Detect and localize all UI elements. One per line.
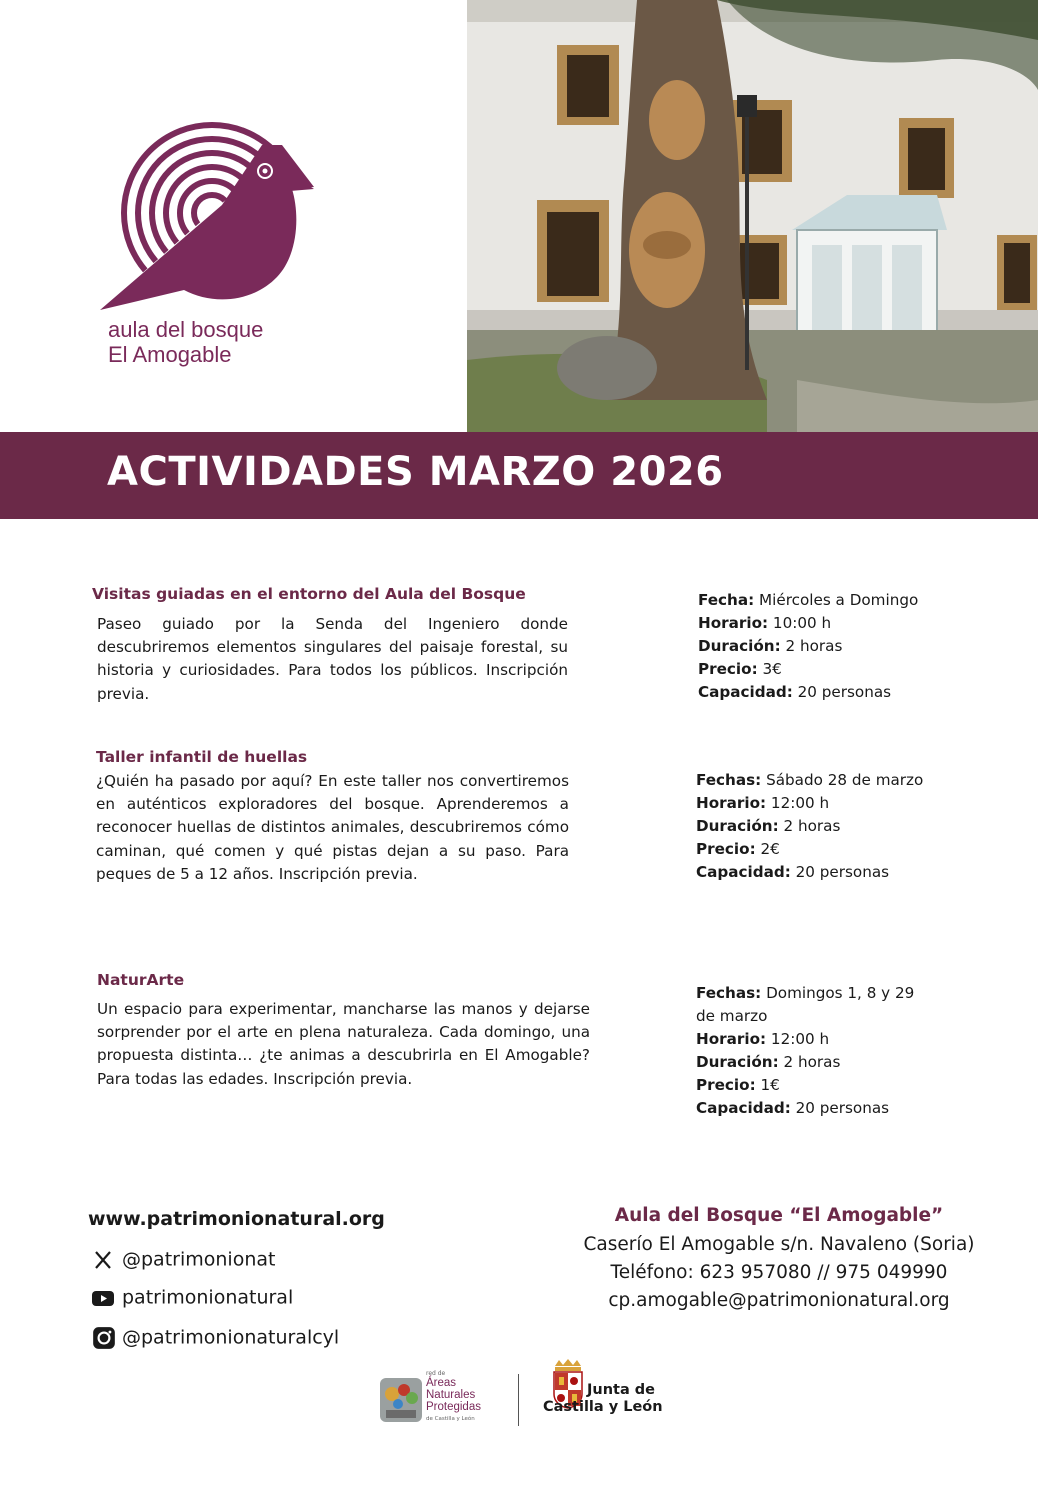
detail-line: Capacidad: 20 personas bbox=[696, 863, 890, 881]
contact-title: Aula del Bosque “El Amogable” bbox=[614, 1205, 944, 1226]
activity-3-title: NaturArte bbox=[97, 971, 185, 989]
logo-line-1: aula del bosque bbox=[108, 317, 264, 342]
building-with-carved-tree-image bbox=[467, 0, 1038, 432]
red-line-1: Áreas bbox=[426, 1377, 457, 1389]
social-x-handle: @patrimonionat bbox=[122, 1248, 276, 1271]
building-photo bbox=[467, 0, 1038, 432]
activity-2-title: Taller infantil de huellas bbox=[96, 748, 308, 766]
activity-1-description: Paseo guiado por la Senda del Ingeniero donde descubriremos elementos singulares del paisaje forestal, su historia y curiosidades. Para todos los públicos. Inscripción previa. bbox=[97, 615, 568, 703]
junta-line-2: Castilla y León bbox=[543, 1399, 663, 1415]
logo-divider bbox=[518, 1374, 519, 1426]
activity-2-description: ¿Quién ha pasado por aquí? En este taller nos convertiremos en auténticos exploradores del bosque. Aprenderemos a reconocer huellas de distintos animales, descubriremos cómo caminan, qué comen y qué pistas dejan a su paso. Para peques de 5 a 12 años. Inscripción previa. bbox=[96, 772, 569, 883]
activity-2-details bbox=[696, 769, 996, 884]
page-title: ACTIVIDADES MARZO 2026 bbox=[107, 449, 724, 495]
contact-phone[interactable]: Teléfono: 623 957080 // 975 049990 bbox=[610, 1262, 948, 1283]
detail-line: Capacidad: 20 personas bbox=[696, 1099, 890, 1117]
activity-3-description: Un espacio para experimentar, mancharse las manos y dejarse sorprender por el arte en plena naturaleza. Cada domingo, una propuesta distinta… ¿te animas a descubrirla en El Amogable? Para todas las edades. Inscripción previa. bbox=[97, 1000, 590, 1088]
junta-line-1: Junta de bbox=[587, 1382, 656, 1398]
detail-line: Precio: 2€ bbox=[696, 840, 780, 858]
youtube-icon bbox=[90, 1286, 116, 1310]
instagram-icon bbox=[90, 1325, 118, 1351]
detail-line: Fecha: Miércoles a Domingo bbox=[698, 591, 919, 609]
red-line-3: Protegidas bbox=[426, 1401, 481, 1413]
detail-line: Horario: 10:00 h bbox=[698, 614, 832, 632]
social-instagram[interactable] bbox=[90, 1325, 339, 1351]
detail-line: Fechas: Domingos 1, 8 y 29 de marzo bbox=[696, 984, 915, 1025]
social-instagram-handle: @patrimonionaturalcyl bbox=[122, 1326, 340, 1349]
detail-line: Fechas: Sábado 28 de marzo bbox=[696, 771, 924, 789]
red-areas-naturales-icon bbox=[378, 1372, 424, 1426]
logo-line-2: El Amogable bbox=[108, 342, 232, 367]
social-x[interactable] bbox=[90, 1248, 275, 1272]
detail-line: Capacidad: 20 personas bbox=[698, 683, 892, 701]
red-small-label-2: de Castilla y León bbox=[426, 1416, 475, 1422]
red-areas-naturales-logo bbox=[378, 1370, 528, 1428]
detail-line: Precio: 1€ bbox=[696, 1076, 780, 1094]
activity-1-title: Visitas guiadas en el entorno del Aula del Bosque bbox=[92, 585, 526, 603]
social-youtube[interactable] bbox=[90, 1286, 293, 1310]
detail-line: Duración: 2 horas bbox=[696, 1053, 841, 1071]
detail-line: Horario: 12:00 h bbox=[696, 794, 830, 812]
contact-email[interactable]: cp.amogable@patrimonionatural.org bbox=[608, 1290, 950, 1311]
detail-line: Precio: 3€ bbox=[698, 660, 782, 678]
red-line-2: Naturales bbox=[426, 1389, 476, 1401]
website-link[interactable]: www.patrimonionatural.org bbox=[88, 1208, 385, 1230]
detail-line: Duración: 2 horas bbox=[698, 637, 843, 655]
detail-line: Horario: 12:00 h bbox=[696, 1030, 830, 1048]
junta-castilla-leon-logo bbox=[543, 1358, 673, 1430]
red-small-label: red de bbox=[426, 1370, 446, 1377]
x-icon bbox=[90, 1248, 116, 1272]
activity-1-details bbox=[698, 589, 998, 704]
detail-line: Duración: 2 horas bbox=[696, 817, 841, 835]
red-title bbox=[426, 1377, 481, 1413]
contact-address: Caserío El Amogable s/n. Navaleno (Soria) bbox=[583, 1234, 975, 1255]
social-youtube-handle: patrimonionatural bbox=[122, 1286, 294, 1309]
activity-3-details bbox=[696, 982, 926, 1120]
